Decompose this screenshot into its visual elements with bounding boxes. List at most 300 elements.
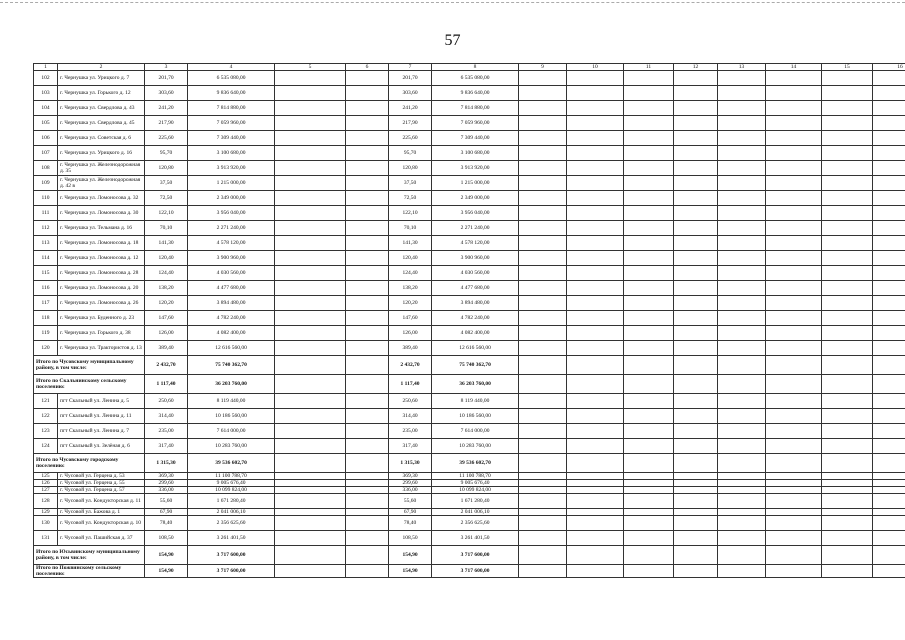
cost-cell: 8 119 440,00 (188, 394, 275, 409)
empty-cell (674, 206, 718, 221)
empty-cell (718, 454, 766, 473)
area-cell: 141,30 (389, 236, 432, 251)
empty-cell (275, 86, 346, 101)
empty-cell (519, 296, 567, 311)
area-cell: 154,90 (145, 546, 188, 565)
cost-cell: 3 261 401,50 (188, 531, 275, 546)
empty-cell (519, 191, 567, 206)
empty-cell (346, 131, 389, 146)
area-cell: 303,60 (145, 86, 188, 101)
empty-cell (275, 546, 346, 565)
empty-cell (519, 494, 567, 509)
address-cell: г. Чусовой ул. Кондукторская д. 10 (58, 516, 145, 531)
empty-cell (822, 473, 873, 480)
empty-cell (346, 266, 389, 281)
empty-cell (275, 509, 346, 516)
empty-cell (275, 191, 346, 206)
empty-cell (873, 311, 905, 326)
empty-cell (873, 71, 905, 86)
empty-cell (822, 356, 873, 375)
address-cell: г. Чусовой ул. Герцена д. 55 (58, 480, 145, 487)
empty-cell (624, 251, 674, 266)
cost-cell: 4 782 240,00 (188, 311, 275, 326)
cost-cell: 3 900 960,00 (432, 251, 519, 266)
empty-cell (519, 487, 567, 494)
empty-cell (567, 494, 624, 509)
empty-cell (873, 424, 905, 439)
table-row (34, 251, 905, 266)
empty-cell (718, 424, 766, 439)
empty-cell (873, 221, 905, 236)
empty-cell (718, 326, 766, 341)
column-number-cell: 15 (822, 64, 873, 71)
empty-cell (346, 473, 389, 480)
cost-cell: 4 782 240,00 (432, 311, 519, 326)
empty-cell (718, 296, 766, 311)
empty-cell (674, 101, 718, 116)
empty-cell (674, 375, 718, 394)
table-row (34, 86, 905, 101)
empty-cell (822, 439, 873, 454)
empty-cell (519, 480, 567, 487)
row-number-cell: 129 (34, 509, 58, 516)
empty-cell (624, 424, 674, 439)
empty-cell (346, 494, 389, 509)
table-body (34, 64, 905, 578)
empty-cell (674, 161, 718, 176)
empty-cell (567, 546, 624, 565)
area-cell: 95,70 (145, 146, 188, 161)
empty-cell (519, 266, 567, 281)
table-row (34, 296, 905, 311)
address-cell: г. Чусовой ул. Бажова д. 1 (58, 509, 145, 516)
empty-cell (766, 131, 822, 146)
cost-cell: 3 717 600,00 (188, 565, 275, 578)
column-number-cell: 8 (432, 64, 519, 71)
empty-cell (674, 356, 718, 375)
empty-cell (624, 236, 674, 251)
empty-cell (718, 176, 766, 191)
empty-cell (766, 565, 822, 578)
address-cell: г. Чернушка ул. Горького д. 38 (58, 326, 145, 341)
empty-cell (519, 101, 567, 116)
empty-cell (275, 71, 346, 86)
empty-cell (567, 409, 624, 424)
cost-cell: 3 717 600,00 (432, 565, 519, 578)
empty-cell (567, 251, 624, 266)
empty-cell (873, 487, 905, 494)
cost-cell: 3 717 600,00 (188, 546, 275, 565)
empty-cell (519, 454, 567, 473)
area-cell: 120,40 (389, 251, 432, 266)
area-cell: 67,90 (145, 509, 188, 516)
area-cell: 72,50 (145, 191, 188, 206)
empty-cell (519, 341, 567, 356)
empty-cell (624, 341, 674, 356)
empty-cell (275, 356, 346, 375)
empty-cell (519, 409, 567, 424)
empty-cell (822, 206, 873, 221)
empty-cell (567, 565, 624, 578)
row-number-cell: 123 (34, 424, 58, 439)
empty-cell (873, 101, 905, 116)
empty-cell (766, 281, 822, 296)
table-row (34, 439, 905, 454)
cost-cell: 3 100 680,00 (188, 146, 275, 161)
column-number-cell: 14 (766, 64, 822, 71)
empty-cell (873, 146, 905, 161)
subtotal-label: Итого по Чусовскому городскому поселению: (34, 454, 145, 473)
empty-cell (275, 101, 346, 116)
empty-cell (275, 206, 346, 221)
empty-cell (567, 375, 624, 394)
empty-cell (624, 206, 674, 221)
empty-cell (822, 191, 873, 206)
empty-cell (567, 206, 624, 221)
area-cell: 235,00 (389, 424, 432, 439)
area-cell: 78,40 (145, 516, 188, 531)
empty-cell (766, 176, 822, 191)
empty-cell (275, 565, 346, 578)
empty-cell (624, 531, 674, 546)
table-row (34, 116, 905, 131)
area-cell: 138,20 (145, 281, 188, 296)
cost-cell: 2 349 000,00 (188, 191, 275, 206)
empty-cell (275, 251, 346, 266)
cost-cell: 75 740 362,70 (432, 356, 519, 375)
address-cell: г. Чернушка ул. Ломоносова д. 18 (58, 236, 145, 251)
cost-cell: 12 616 560,00 (188, 341, 275, 356)
empty-cell (718, 375, 766, 394)
cost-cell: 10 283 760,00 (432, 439, 519, 454)
empty-cell (346, 424, 389, 439)
area-cell: 217,90 (389, 116, 432, 131)
area-cell: 37,50 (389, 176, 432, 191)
column-number-cell: 12 (674, 64, 718, 71)
cost-cell: 7 614 000,00 (188, 424, 275, 439)
empty-cell (567, 71, 624, 86)
area-cell: 122,10 (389, 206, 432, 221)
cost-cell: 7 059 960,00 (432, 116, 519, 131)
address-cell: г. Чернушка ул. Железнодорожная д. 35 (58, 161, 145, 176)
empty-cell (346, 487, 389, 494)
empty-cell (624, 454, 674, 473)
column-number-cell: 1 (34, 64, 58, 71)
column-number-cell: 13 (718, 64, 766, 71)
subtotal-row (34, 356, 905, 375)
subtotal-label: Итого по Скальнинскому сельскому поселению: (34, 375, 145, 394)
area-cell: 108,50 (389, 531, 432, 546)
empty-cell (766, 206, 822, 221)
area-cell: 138,20 (389, 281, 432, 296)
empty-cell (822, 487, 873, 494)
empty-cell (674, 487, 718, 494)
empty-cell (519, 86, 567, 101)
cost-cell: 3 900 960,00 (188, 251, 275, 266)
empty-cell (674, 266, 718, 281)
empty-cell (624, 494, 674, 509)
empty-cell (624, 480, 674, 487)
row-number-cell: 108 (34, 161, 58, 176)
subtotal-row (34, 565, 905, 578)
area-cell: 70,10 (389, 221, 432, 236)
empty-cell (275, 176, 346, 191)
empty-cell (718, 487, 766, 494)
empty-cell (718, 191, 766, 206)
area-cell: 2 432,70 (389, 356, 432, 375)
empty-cell (624, 311, 674, 326)
table-row (34, 236, 905, 251)
area-cell: 126,00 (145, 326, 188, 341)
address-cell: г. Чернушка ул. Ломоносова д. 32 (58, 191, 145, 206)
area-cell: 120,20 (145, 296, 188, 311)
empty-cell (275, 454, 346, 473)
address-cell: пгт Скальный ул. Ленина д. 11 (58, 409, 145, 424)
empty-cell (718, 394, 766, 409)
cost-cell: 3 100 680,00 (432, 146, 519, 161)
row-number-cell: 119 (34, 326, 58, 341)
empty-cell (275, 281, 346, 296)
area-cell: 336,00 (145, 487, 188, 494)
cost-cell: 3 717 600,00 (432, 546, 519, 565)
empty-cell (873, 546, 905, 565)
empty-cell (718, 131, 766, 146)
empty-cell (275, 266, 346, 281)
area-cell: 95,70 (389, 146, 432, 161)
area-cell: 389,40 (145, 341, 188, 356)
empty-cell (567, 516, 624, 531)
cost-cell: 1 671 280,40 (432, 494, 519, 509)
empty-cell (624, 546, 674, 565)
empty-cell (873, 296, 905, 311)
empty-cell (822, 296, 873, 311)
empty-cell (519, 281, 567, 296)
empty-cell (766, 116, 822, 131)
row-number-cell: 131 (34, 531, 58, 546)
empty-cell (873, 565, 905, 578)
cost-cell: 7 059 960,00 (188, 116, 275, 131)
empty-cell (718, 116, 766, 131)
cost-cell: 1 671 280,40 (188, 494, 275, 509)
area-cell: 124,40 (389, 266, 432, 281)
column-number-cell: 9 (519, 64, 567, 71)
empty-cell (674, 439, 718, 454)
empty-cell (275, 439, 346, 454)
empty-cell (567, 311, 624, 326)
empty-cell (624, 296, 674, 311)
cost-cell: 8 119 440,00 (432, 394, 519, 409)
cost-cell: 11 100 788,70 (432, 473, 519, 480)
cost-cell: 7 814 880,00 (432, 101, 519, 116)
area-cell: 124,40 (145, 266, 188, 281)
empty-cell (346, 409, 389, 424)
empty-cell (718, 546, 766, 565)
cost-cell: 39 536 602,70 (188, 454, 275, 473)
address-cell: г. Чернушка ул. Свердлова д. 43 (58, 101, 145, 116)
empty-cell (567, 266, 624, 281)
empty-cell (567, 326, 624, 341)
row-number-cell: 110 (34, 191, 58, 206)
address-cell: г. Чернушка ул. Горького д. 12 (58, 86, 145, 101)
area-cell: 154,90 (145, 565, 188, 578)
empty-cell (718, 516, 766, 531)
empty-cell (624, 487, 674, 494)
empty-cell (718, 409, 766, 424)
column-number-cell: 11 (624, 64, 674, 71)
empty-cell (822, 71, 873, 86)
empty-cell (873, 454, 905, 473)
table-row (34, 326, 905, 341)
cost-cell: 1 215 000,00 (188, 176, 275, 191)
row-number-cell: 106 (34, 131, 58, 146)
address-cell: г. Чернушка ул. Советская д. 6 (58, 131, 145, 146)
empty-cell (275, 480, 346, 487)
empty-cell (674, 531, 718, 546)
empty-cell (873, 116, 905, 131)
address-cell: пгт Скальный ул. Ленина д. 5 (58, 394, 145, 409)
table-row (34, 509, 905, 516)
empty-cell (766, 480, 822, 487)
empty-cell (822, 409, 873, 424)
empty-cell (624, 161, 674, 176)
empty-cell (718, 251, 766, 266)
empty-cell (624, 516, 674, 531)
cost-cell: 3 913 920,00 (432, 161, 519, 176)
area-cell: 55,60 (389, 494, 432, 509)
row-number-cell: 111 (34, 206, 58, 221)
table-row (34, 516, 905, 531)
table-row (34, 221, 905, 236)
area-cell: 241,20 (145, 101, 188, 116)
empty-cell (519, 116, 567, 131)
empty-cell (346, 86, 389, 101)
address-cell: г. Чернушка ул. Ломоносова д. 30 (58, 206, 145, 221)
area-cell: 1 315,30 (389, 454, 432, 473)
area-cell: 299,60 (145, 480, 188, 487)
area-cell: 336,00 (389, 487, 432, 494)
empty-cell (674, 473, 718, 480)
empty-cell (346, 375, 389, 394)
empty-cell (766, 236, 822, 251)
empty-cell (624, 409, 674, 424)
empty-cell (766, 191, 822, 206)
empty-cell (766, 473, 822, 480)
table-row (34, 146, 905, 161)
row-number-cell: 116 (34, 281, 58, 296)
empty-cell (766, 509, 822, 516)
empty-cell (346, 146, 389, 161)
empty-cell (624, 281, 674, 296)
cost-cell: 9 836 640,00 (432, 86, 519, 101)
empty-cell (873, 251, 905, 266)
empty-cell (275, 131, 346, 146)
empty-cell (718, 494, 766, 509)
empty-cell (346, 326, 389, 341)
empty-cell (567, 424, 624, 439)
area-cell: 1 117,40 (389, 375, 432, 394)
table-row (34, 394, 905, 409)
area-cell: 1 117,40 (145, 375, 188, 394)
empty-cell (718, 281, 766, 296)
empty-cell (718, 266, 766, 281)
cost-cell: 4 477 680,00 (188, 281, 275, 296)
empty-cell (873, 516, 905, 531)
empty-cell (766, 221, 822, 236)
cost-cell: 7 309 440,00 (188, 131, 275, 146)
empty-cell (766, 356, 822, 375)
empty-cell (718, 509, 766, 516)
empty-cell (674, 71, 718, 86)
cost-cell: 3 894 480,00 (188, 296, 275, 311)
empty-cell (718, 236, 766, 251)
empty-cell (674, 176, 718, 191)
address-cell: пгт Скальный ул. Ленина д. 7 (58, 424, 145, 439)
empty-cell (519, 176, 567, 191)
empty-cell (567, 236, 624, 251)
area-cell: 314,40 (389, 409, 432, 424)
empty-cell (674, 494, 718, 509)
row-number-cell: 125 (34, 473, 58, 480)
table-row (34, 71, 905, 86)
empty-cell (766, 296, 822, 311)
empty-cell (873, 473, 905, 480)
empty-cell (624, 266, 674, 281)
cost-cell: 11 100 788,70 (188, 473, 275, 480)
cost-cell: 10 186 560,00 (432, 409, 519, 424)
empty-cell (674, 394, 718, 409)
cost-cell: 7 814 880,00 (188, 101, 275, 116)
empty-cell (822, 394, 873, 409)
empty-cell (519, 251, 567, 266)
empty-cell (674, 311, 718, 326)
empty-cell (766, 487, 822, 494)
empty-cell (873, 375, 905, 394)
empty-cell (822, 546, 873, 565)
cost-cell: 75 740 362,70 (188, 356, 275, 375)
empty-cell (873, 394, 905, 409)
cost-cell: 4 082 400,00 (432, 326, 519, 341)
subtotal-label: Итого по Пожвинскому сельскому поселению: (34, 565, 145, 578)
empty-cell (674, 480, 718, 487)
area-cell: 72,50 (389, 191, 432, 206)
empty-cell (873, 161, 905, 176)
cost-cell: 3 894 480,00 (432, 296, 519, 311)
table-row (34, 206, 905, 221)
empty-cell (873, 326, 905, 341)
empty-cell (822, 176, 873, 191)
empty-cell (346, 356, 389, 375)
empty-cell (674, 281, 718, 296)
area-cell: 250,60 (389, 394, 432, 409)
table-row (34, 266, 905, 281)
empty-cell (766, 424, 822, 439)
empty-cell (624, 356, 674, 375)
area-cell: 225,60 (389, 131, 432, 146)
empty-cell (567, 176, 624, 191)
empty-cell (674, 131, 718, 146)
area-cell: 141,30 (145, 236, 188, 251)
subtotal-row (34, 375, 905, 394)
empty-cell (567, 473, 624, 480)
row-number-cell: 120 (34, 341, 58, 356)
empty-cell (624, 101, 674, 116)
empty-cell (275, 424, 346, 439)
empty-cell (519, 311, 567, 326)
address-cell: г. Чернушка ул. Урицкого д. 7 (58, 71, 145, 86)
table-row (34, 473, 905, 480)
empty-cell (519, 439, 567, 454)
cost-cell: 9 836 640,00 (188, 86, 275, 101)
